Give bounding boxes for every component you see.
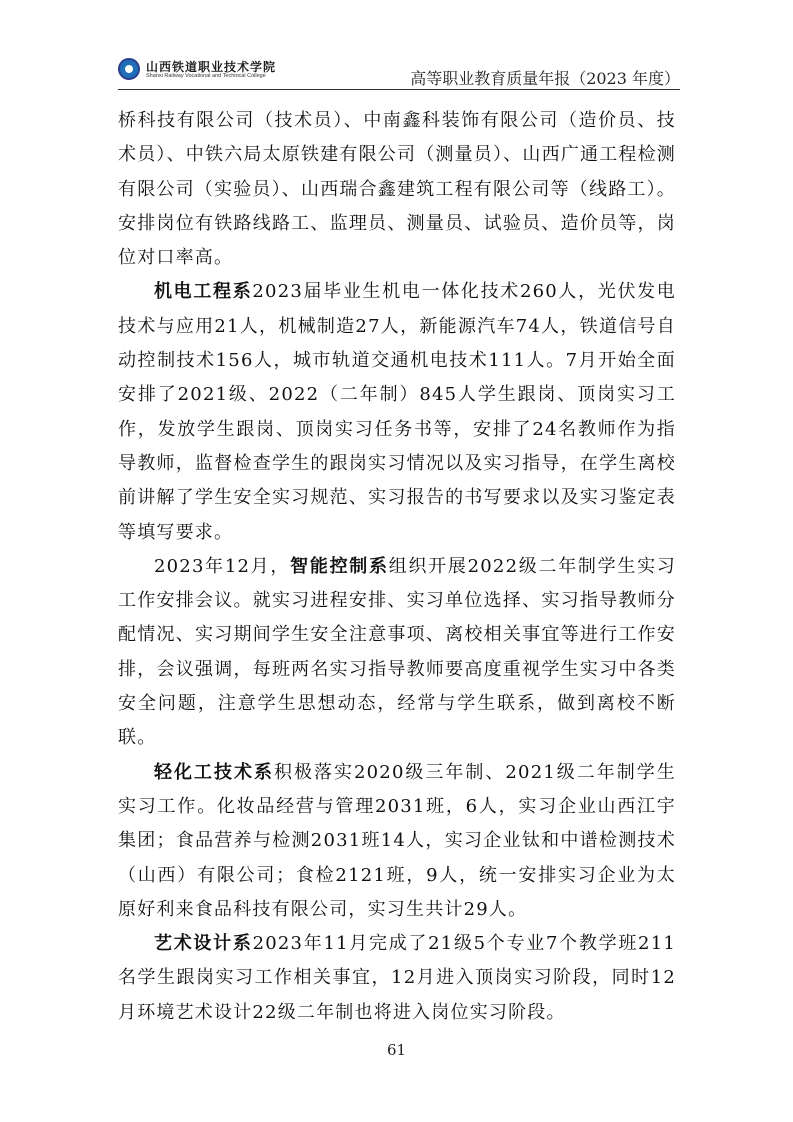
report-title: 高等职业教育质量年报（2023 年度） — [410, 69, 680, 88]
page-header — [118, 52, 680, 90]
department-name: 机电工程系 — [154, 281, 253, 303]
body-text — [118, 104, 676, 1030]
paragraph-2 — [118, 275, 676, 549]
paragraph-text: 桥科技有限公司（技术员）、中南鑫科装饰有限公司（造价员、技术员）、中铁六局太原铁建有限公司（测量员）、山西广通工程检测有限公司（实验员）、山西瑞合鑫建筑工程有限公司等（线路工）。安排岗位有铁路线路工、监理员、测量员、试验员、造价员等，岗位对口率高。 — [118, 110, 676, 269]
paragraph-text: 组织开展2022级二年制学生实习工作安排会议。就实习进程安排、实习单位选择、实习指导教师分配情况、实习期间学生安全注意事项、离校相关事宜等进行工作安排，会议强调，每班两名实习指导教师要高度重视学生实习中各类安全问题，注意学生思想动态，经常与学生联系，做到离校不断联。 — [118, 555, 676, 749]
paragraph-text: 2023届毕业生机电一体化技术260人，光伏发电技术与应用21人，机械制造27人，新能源汽车74人，铁道信号自动控制技术156人，城市轨道交通机电技术111人。7月开始全面安排了2021级、2022（二年制）845人学生跟岗、顶岗实习工作，发放学生跟岗、顶岗实习任务书等，安排了24名教师作为指导教师，监督检查学生的跟岗实习情况以及实习指导，在学生离校前讲解了学生安全实习规范、实习报告的书写要求以及实习鉴定表等填写要求。 — [118, 281, 677, 543]
college-logo-icon — [118, 58, 140, 80]
paragraph-1 — [118, 104, 676, 275]
department-name: 轻化工技术系 — [154, 761, 274, 783]
page-number: 61 — [386, 1041, 407, 1059]
paragraph-4 — [118, 756, 676, 927]
paragraph-5 — [118, 927, 676, 1030]
paragraph-text: 2023年11月完成了21级5个专业7个教学班211名学生跟岗实习工作相关事宜，12月进入顶岗实习阶段，同时12月环境艺术设计22级二年制也将进入岗位实习阶段。 — [118, 933, 677, 1023]
paragraph-prefix: 2023年12月， — [154, 555, 291, 577]
paragraph-text: 积极落实2020级三年制、2021级二年制学生实习工作。化妆品经营与管理2031班，6人，实习企业山西江宇集团；食品营养与检测2031班14人，实习企业钛和中谱检测技术（山西）有限公司；食检2121班，9人，统一安排实习企业为太原好利来食品科技有限公司，实习生共计29人。 — [118, 761, 676, 920]
header-divider — [118, 89, 680, 90]
paragraph-3 — [118, 550, 676, 756]
department-name: 智能控制系 — [290, 555, 389, 577]
department-name: 艺术设计系 — [154, 933, 253, 955]
college-name-en: Shanxi Railway Vocational and Technical College — [146, 73, 266, 79]
college-name-cn: 山西铁道职业技术学院 — [146, 60, 277, 74]
